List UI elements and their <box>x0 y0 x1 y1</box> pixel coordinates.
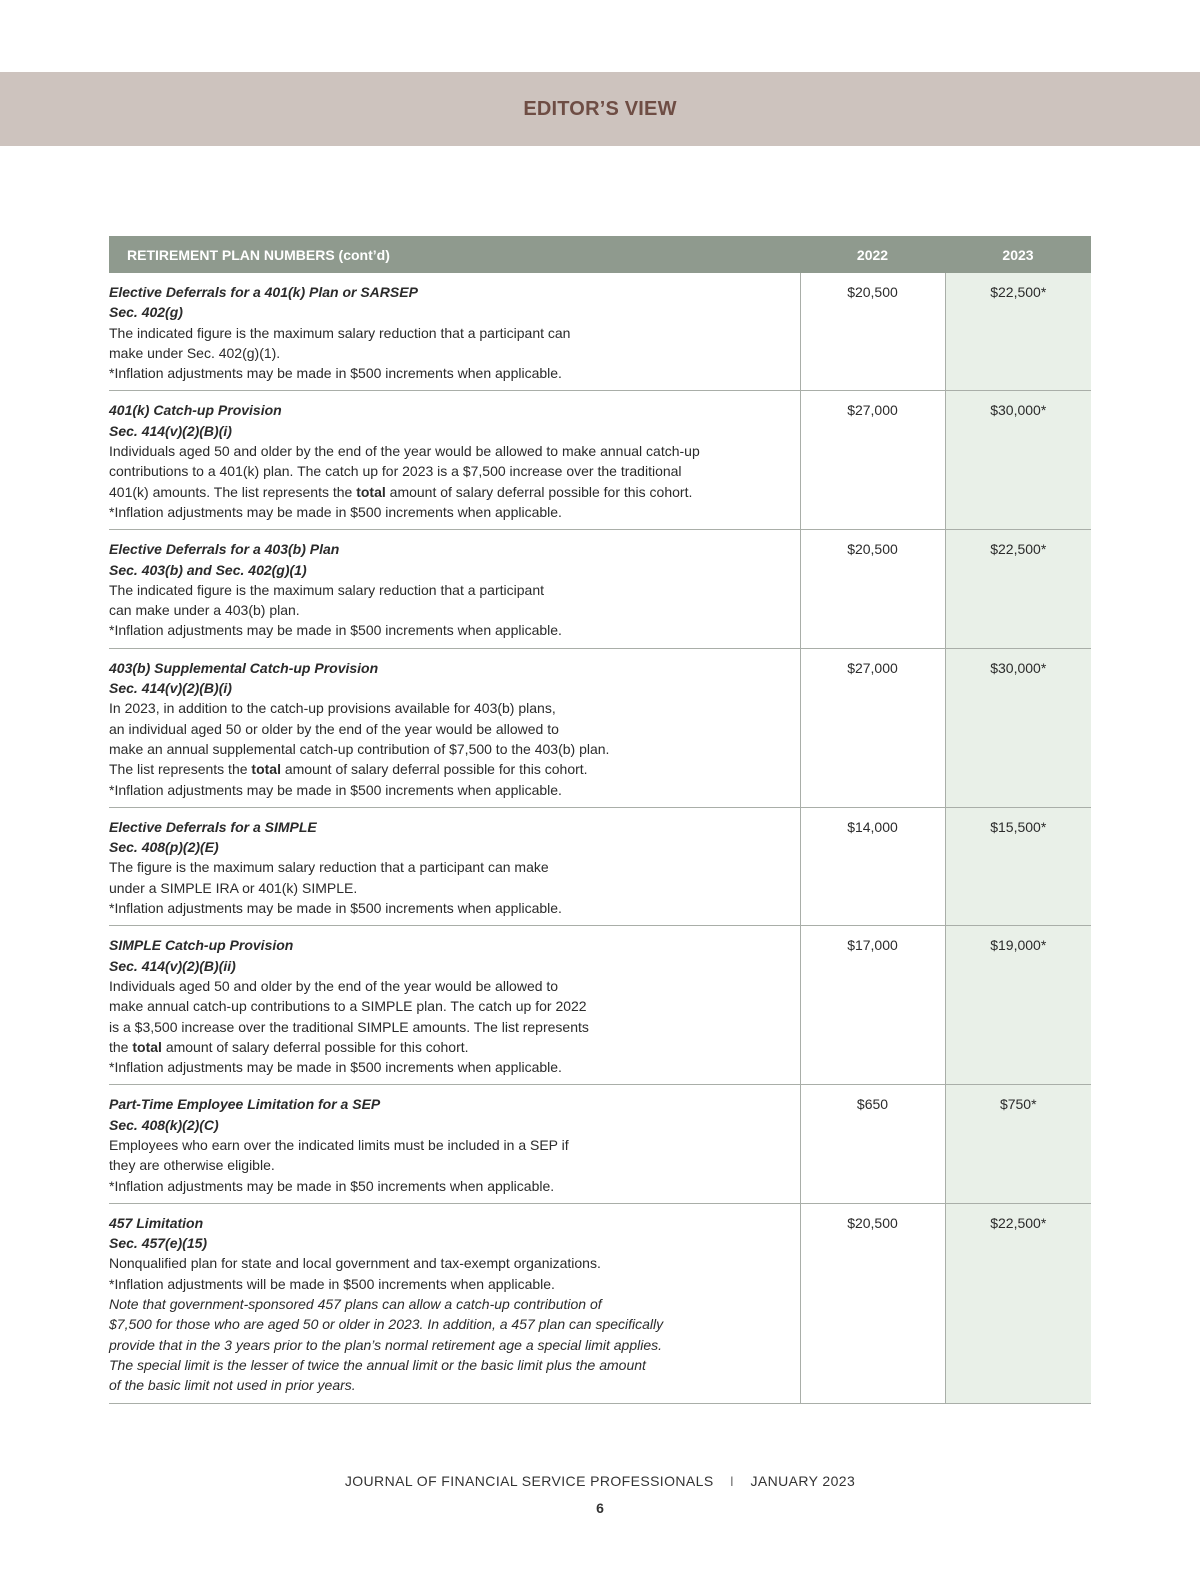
row-text-line: can make under a 403(b) plan. <box>109 602 300 619</box>
value-2022: $20,500 <box>800 273 945 391</box>
row-text-line <box>109 1037 792 1057</box>
row-text-line: make an annual supplemental catch-up contribution of $7,500 to the 403(b) plan. <box>109 740 610 757</box>
bold-total: total <box>132 1038 162 1055</box>
table-row <box>109 1203 1091 1403</box>
row-text-line: make under Sec. 402(g)(1). <box>109 344 281 361</box>
row-title: SIMPLE Catch-up Provision <box>109 937 294 954</box>
row-title: Part-Time Employee Limitation for a SEP <box>109 1096 381 1113</box>
row-description <box>109 807 800 925</box>
row-text-line: The figure is the maximum salary reduction that a participant can make <box>109 859 549 876</box>
row-text-line: is a $3,500 increase over the traditional SIMPLE amounts. The list represents <box>109 1018 589 1035</box>
issue-date: JANUARY 2023 <box>750 1473 856 1489</box>
table-row <box>109 807 1091 925</box>
row-title: 403(b) Supplemental Catch-up Provision <box>109 659 379 676</box>
row-section: Sec. 414(v)(2)(B)(i) <box>109 680 232 697</box>
page-footer <box>0 1473 1200 1489</box>
row-description <box>109 273 800 391</box>
table-row <box>109 1085 1091 1203</box>
row-title: 457 Limitation <box>109 1214 204 1231</box>
banner-title: EDITOR’S VIEW <box>523 97 677 120</box>
row-inflation-note: *Inflation adjustments may be made in $500 increments when applicable. <box>109 365 562 382</box>
row-italic-note: of the basic limit not used in prior years. <box>109 1377 356 1394</box>
row-text-segment: amount of salary deferral possible for this cohort. <box>284 761 588 778</box>
row-title: Elective Deferrals for a SIMPLE <box>109 818 317 835</box>
value-2023: $30,000* <box>945 391 1091 530</box>
row-section: Sec. 402(g) <box>109 304 183 321</box>
row-italic-note: The special limit is the lesser of twice the annual limit or the basic limit plus the amount <box>109 1356 646 1373</box>
row-inflation-note: *Inflation adjustments may be made in $500 increments when applicable. <box>109 1059 562 1076</box>
row-inflation-note: *Inflation adjustments may be made in $500 increments when applicable. <box>109 622 562 639</box>
row-text-line: an individual aged 50 or older by the end of the year would be allowed to <box>109 720 559 737</box>
table-row <box>109 648 1091 807</box>
value-2023: $750* <box>945 1085 1091 1203</box>
row-title: Elective Deferrals for a 403(b) Plan <box>109 541 340 558</box>
row-text-line <box>109 759 792 779</box>
footer-separator: I <box>729 1473 735 1489</box>
row-section: Sec. 408(k)(2)(C) <box>109 1116 219 1133</box>
row-text-line: Nonqualified plan for state and local government and tax-exempt organizations. <box>109 1255 601 1272</box>
value-2023: $22,500* <box>945 1203 1091 1403</box>
row-section: Sec. 457(e)(15) <box>109 1235 208 1252</box>
row-text-line: contributions to a 401(k) plan. The catch up for 2023 is a $7,500 increase over the traditional <box>109 463 682 480</box>
table-row <box>109 926 1091 1085</box>
value-2023: $19,000* <box>945 926 1091 1085</box>
row-description <box>109 1085 800 1203</box>
row-inflation-note: *Inflation adjustments may be made in $500 increments when applicable. <box>109 900 562 917</box>
row-title: 401(k) Catch-up Provision <box>109 402 282 419</box>
value-2022: $14,000 <box>800 807 945 925</box>
row-text-segment: the <box>109 1038 129 1055</box>
row-text-line: make annual catch-up contributions to a SIMPLE plan. The catch up for 2022 <box>109 998 587 1015</box>
row-text-line: The indicated figure is the maximum salary reduction that a participant can <box>109 324 571 341</box>
bold-total: total <box>356 483 386 500</box>
row-text-line: Employees who earn over the indicated limits must be included in a SEP if <box>109 1136 569 1153</box>
page-number: 6 <box>596 1500 604 1516</box>
table-row <box>109 273 1091 391</box>
row-italic-note: $7,500 for those who are aged 50 or older in 2023. In addition, a 457 plan can specifically <box>109 1316 664 1333</box>
row-italic-note: Note that government-sponsored 457 plans can allow a catch-up contribution of <box>109 1296 602 1313</box>
value-2022: $27,000 <box>800 391 945 530</box>
row-text-segment: The list represents the <box>109 761 248 778</box>
bold-total: total <box>251 761 281 778</box>
editors-view-banner <box>0 72 1200 146</box>
row-description <box>109 1203 800 1403</box>
value-2022: $17,000 <box>800 926 945 1085</box>
row-text-line: Individuals aged 50 and older by the end of the year would be allowed to <box>109 977 559 994</box>
column-header-2023: 2023 <box>945 236 1091 273</box>
row-section: Sec. 408(p)(2)(E) <box>109 839 219 856</box>
row-text-line: In 2023, in addition to the catch-up provisions available for 403(b) plans, <box>109 700 556 717</box>
row-text-segment: 401(k) amounts. The list represents the <box>109 483 353 500</box>
retirement-plan-table <box>109 236 1091 1404</box>
row-italic-note: provide that in the 3 years prior to the plan’s normal retirement age a special limit applies. <box>109 1336 663 1353</box>
value-2023: $22,500* <box>945 273 1091 391</box>
value-2023: $15,500* <box>945 807 1091 925</box>
row-title: Elective Deferrals for a 401(k) Plan or SARSEP <box>109 284 418 300</box>
row-inflation-note: *Inflation adjustments may be made in $500 increments when applicable. <box>109 503 562 520</box>
row-text-line: The indicated figure is the maximum salary reduction that a participant <box>109 581 544 598</box>
value-2022: $20,500 <box>800 530 945 648</box>
row-text-segment: amount of salary deferral possible for this cohort. <box>165 1038 469 1055</box>
value-2023: $22,500* <box>945 530 1091 648</box>
row-inflation-note: *Inflation adjustments may be made in $50 increments when applicable. <box>109 1177 555 1194</box>
column-header-2022: 2022 <box>800 236 945 273</box>
row-inflation-note: *Inflation adjustments will be made in $500 increments when applicable. <box>109 1275 555 1292</box>
row-section: Sec. 414(v)(2)(B)(i) <box>109 422 232 439</box>
table-row <box>109 530 1091 648</box>
row-text-line <box>109 482 792 502</box>
journal-name: JOURNAL OF FINANCIAL SERVICE PROFESSIONALS <box>344 1473 714 1489</box>
row-description <box>109 926 800 1085</box>
row-section: Sec. 414(v)(2)(B)(ii) <box>109 957 236 974</box>
row-description <box>109 648 800 807</box>
value-2022: $650 <box>800 1085 945 1203</box>
value-2022: $27,000 <box>800 648 945 807</box>
row-section: Sec. 403(b) and Sec. 402(g)(1) <box>109 561 307 578</box>
row-text-line: under a SIMPLE IRA or 401(k) SIMPLE. <box>109 879 358 896</box>
table-header-row <box>109 236 1091 273</box>
row-text-line: Individuals aged 50 and older by the end of the year would be allowed to make annual catch-up <box>109 443 700 460</box>
table-title: RETIREMENT PLAN NUMBERS (cont’d) <box>109 236 800 273</box>
row-inflation-note: *Inflation adjustments may be made in $500 increments when applicable. <box>109 781 562 798</box>
row-text-segment: amount of salary deferral possible for this cohort. <box>389 483 693 500</box>
table-row <box>109 391 1091 530</box>
row-text-line: they are otherwise eligible. <box>109 1157 275 1174</box>
value-2022: $20,500 <box>800 1203 945 1403</box>
row-description <box>109 391 800 530</box>
value-2023: $30,000* <box>945 648 1091 807</box>
row-description <box>109 530 800 648</box>
